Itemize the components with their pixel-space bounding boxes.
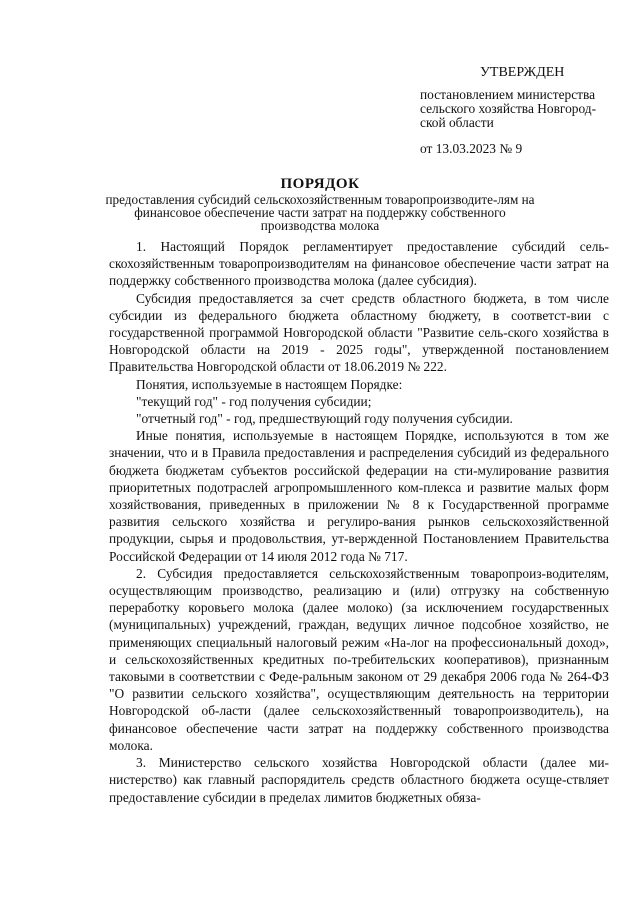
paragraph: 2. Субсидия предоставляется сельскохозяйственным товаропроиз-водителям, осуществляющим производство, реализацию и (или) отгрузку на собственную переработку коровьего молока (далее молоко) (за исключением государственных (муниципальных) учреждений, граждан, ведущих личное подсобное хозяйство, не применяющих специальный налоговый режим «На-лог на профессиональный доход», и сельскохозяйственных кредитных по-требительских кооперативов), признанным таковыми в соответствии с Феде-ральным законом от 29 декабря 2006 года № 264-ФЗ "О развитии сельского хозяйства", осуществляющим деятельность на территории Новгородской об-ласти (далее сельскохозяйственный товаропроизводитель), на финансовое обеспечение части затрат на поддержку собственного производства молока.	[109, 565, 609, 753]
paragraph: 3. Министерство сельского хозяйства Новгородской области (далее ми-нистерство) как главный распорядитель средств областного бюджета осуще-ствляет предоставление субсидии в пределах лимитов бюджетных обяза-	[109, 755, 609, 805]
approval-line: ской области	[420, 115, 494, 130]
approval-stamp	[420, 66, 625, 156]
paragraph: "текущий год" - год получения субсидии;	[136, 393, 372, 409]
approval-line: сельского хозяйства Новгород-	[420, 101, 597, 116]
paragraph: Иные понятия, используемые в настоящем Порядке, используются в том же значении, что и в Правила предоставления и распределения субсидий из федерального бюджета бюджетам субъектов российской федерации на сти-мулирование развития приоритетных подотраслей агропромышленного ком-плекса и развитие малых форм хозяйствования, приведенных в приложении № 8 к Государственной программе развития сельского хозяйства и регулиро-вания рынков сельскохозяйственной продукции, сырья и продовольствия, ут-вержденной Постановлением Правительства Российской Федерации от 14 июля 2012 года № 717.	[109, 428, 609, 564]
document-body	[109, 238, 609, 806]
paragraph: 1. Настоящий Порядок регламентирует предоставление субсидий сель-скохозяйственным товаропроизводителям на финансовое обеспечение части затрат на поддержку собственного производства молока (далее субсидия).	[109, 239, 609, 289]
paragraph: Понятия, используемые в настоящем Порядке:	[136, 376, 403, 392]
document-title: ПОРЯДОК	[280, 176, 360, 192]
document-subtitle: предоставления субсидий сельскохозяйственным товаропроизводите-лям на финансовое обеспечение части затрат на поддержку собственного производства молока	[105, 192, 535, 233]
approval-line: постановлением министерства	[420, 87, 596, 102]
paragraph: "отчетный год" - год, предшествующий году получения субсидии.	[136, 411, 513, 427]
approval-date: от 13.03.2023 № 9	[420, 141, 523, 156]
approval-title: УТВЕРЖДЕН	[480, 65, 565, 80]
paragraph: Субсидия предоставляется за счет средств областного бюджета, в том числе субсидии из федерального бюджета областному бюджету, в соответст-вии с государственной программой Новгородской области "Развитие сель-ского хозяйства в Новгородской области на 2019 - 2025 годы", утвержденной постановлением Правительства Новгородской области от 18.06.2019 № 222.	[109, 290, 609, 375]
